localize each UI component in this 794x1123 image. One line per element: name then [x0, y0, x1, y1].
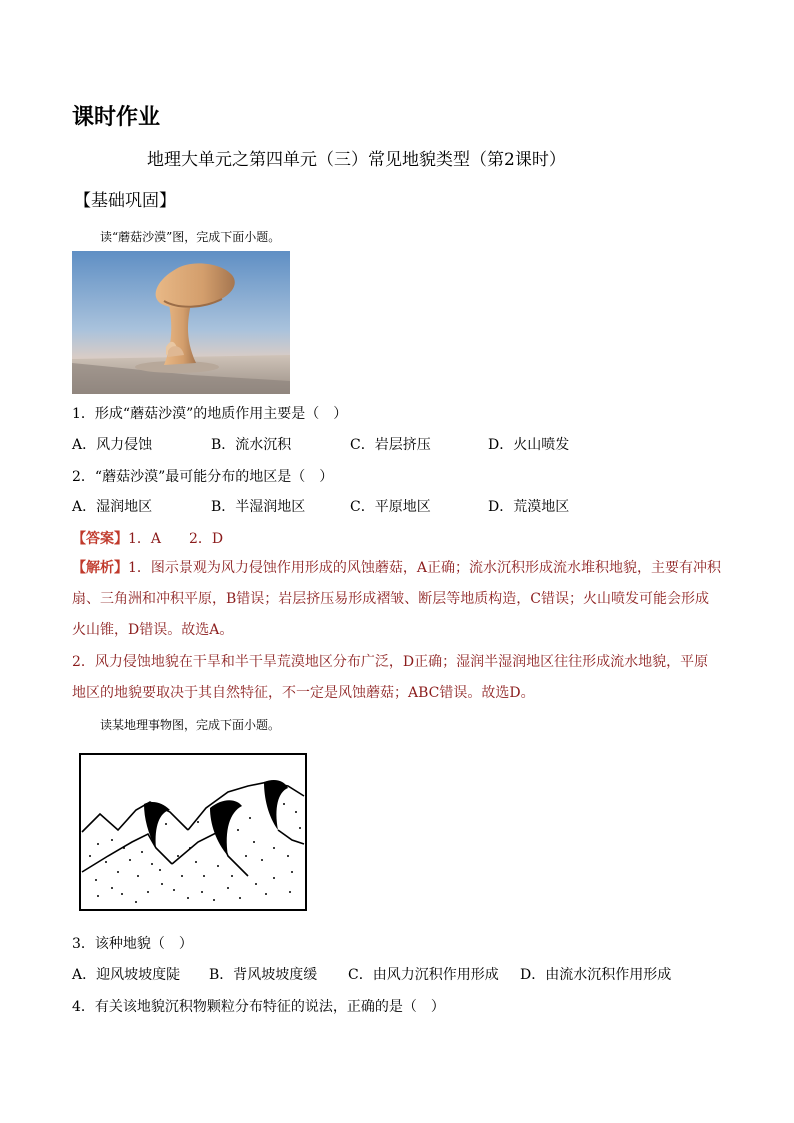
answer-tag: 【答案】 [72, 531, 128, 547]
analysis-paragraph-2: 2．风力侵蚀地貌在干旱和半干旱荒漠地区分布广泛，D正确；湿润半湿润地区往往形成流水地貌，平原地区的地貌要取决于其自然特征，不一定是风蚀蘑菇；ABC错误。故选D。 [72, 654, 709, 701]
q1-stem: 1．形成“蘑菇沙漠”的地质作用主要是（ ） [72, 406, 348, 422]
q3-option-b: B．背风坡坡度缓 [209, 967, 318, 983]
q1-option-a: A．风力侵蚀 [72, 437, 153, 453]
answer-line [72, 528, 223, 548]
q1-option-c: C．岩层挤压 [350, 437, 431, 453]
analysis-tag: 【解析】 [72, 560, 128, 576]
q2-stem: 2．“蘑菇沙漠”最可能分布的地区是（ ） [72, 469, 334, 485]
q2-option-d: D．荒漠地区 [488, 499, 570, 515]
analysis-paragraph-1 [72, 553, 722, 646]
q1-option-b: B．流水沉积 [211, 437, 292, 453]
page-title: 课时作业 [72, 105, 161, 130]
q3-option-d: D．由流水沉积作用形成 [520, 967, 672, 983]
group2-intro: 读某地理事物图，完成下面小题。 [100, 718, 281, 732]
group1-intro: 读“蘑菇沙漠”图，完成下面小题。 [100, 230, 281, 244]
answer-text: 1．A 2．D [128, 531, 224, 547]
q1-option-d: D．火山喷发 [488, 437, 570, 453]
q2-option-c: C．平原地区 [350, 499, 431, 515]
section-heading: 【基础巩固】 [74, 191, 176, 211]
q3-option-a: A．迎风坡坡度陡 [72, 967, 181, 983]
q3-option-c: C．由风力沉积作用形成 [348, 967, 499, 983]
analysis-1-text: 1．图示景观为风力侵蚀作用形成的风蚀蘑菇，A正确；流水沉积形成流水堆积地貌，主要有冲积扇、三角洲和冲积平原，B错误；岩层挤压易形成褶皱、断层等地质构造，C错误；火山喷发可能会形成火山锥，D错误。故选A。 [72, 560, 722, 638]
q3-stem: 3．该种地貌（ ） [72, 936, 193, 952]
q4-stem: 4．有关该地貌沉积物颗粒分布特征的说法，正确的是（ ） [72, 999, 445, 1015]
q2-option-b: B．半湿润地区 [211, 499, 306, 515]
mushroom-desert-photo [72, 251, 290, 394]
barchan-dune-sketch [78, 752, 308, 912]
lesson-subtitle: 地理大单元之第四单元（三）常见地貌类型（第2课时） [147, 150, 566, 170]
q2-option-a: A．湿润地区 [72, 499, 153, 515]
